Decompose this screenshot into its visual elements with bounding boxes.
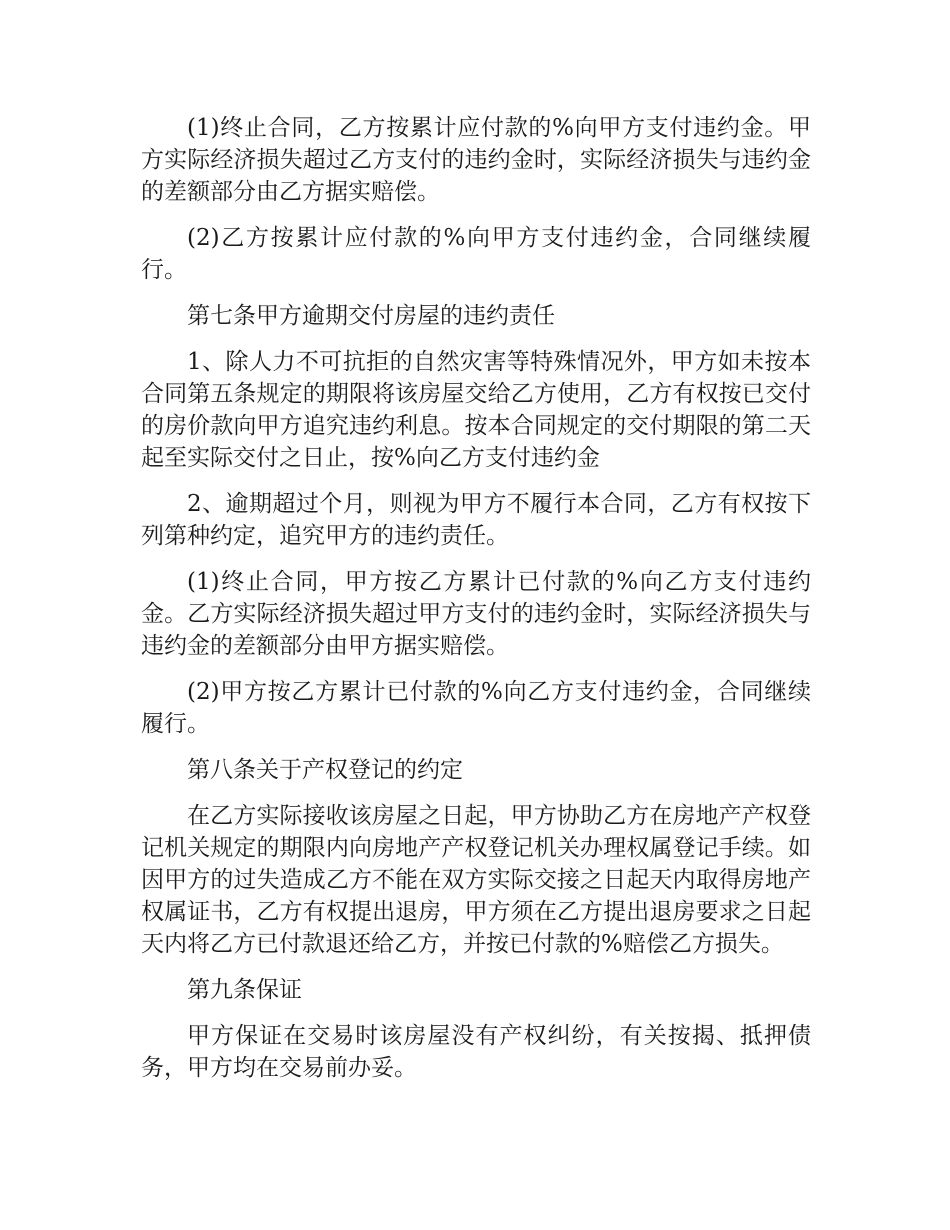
article-9-body: 甲方保证在交易时该房屋没有产权纠纷，有关按揭、抵押债务，甲方均在交易前办妥。: [141, 1023, 811, 1081]
article-7-clause-1: 1、除人力不可抗拒的自然灾害等特殊情况外，甲方如未按本合同第五条规定的期限将该房屋交给乙方使用，乙方有权按已交付的房价款向甲方追究违约利息。按本合同规定的交付期限的第二天起至实际交付之日止，按%向乙方支付违约金: [141, 349, 811, 471]
article-8-body: 在乙方实际接收该房屋之日起，甲方协助乙方在房地产产权登记机关规定的期限内向房地产产权登记机关办理权属登记手续。如因甲方的过失造成乙方不能在双方实际交接之日起天内取得房地产权属证书，乙方有权提出退房，甲方须在乙方提出退房要求之日起天内将乙方已付款退还给乙方，并按已付款的%赔偿乙方损失。: [141, 803, 811, 957]
paragraph-penalty-b-1: (1)终止合同，乙方按累计应付款的%向甲方支付违约金。甲方实际经济损失超过乙方支付的违约金时，实际经济损失与违约金的差额部分由乙方据实赔偿。: [141, 115, 811, 205]
article-8-heading: 第八条关于产权登记的约定: [187, 757, 463, 783]
article-7-option-2: (2)甲方按乙方累计已付款的%向乙方支付违约金，合同继续履行。: [141, 679, 811, 737]
article-7-clause-2: 2、逾期超过个月，则视为甲方不履行本合同，乙方有权按下列第种约定，追究甲方的违约责任。: [141, 491, 811, 549]
article-9-heading: 第九条保证: [187, 977, 302, 1003]
article-7-heading: 第七条甲方逾期交付房屋的违约责任: [187, 303, 555, 329]
paragraph-penalty-b-2: (2)乙方按累计应付款的%向甲方支付违约金，合同继续履行。: [141, 225, 811, 283]
article-7-option-1: (1)终止合同，甲方按乙方累计已付款的%向乙方支付违约金。乙方实际经济损失超过甲方支付的违约金时，实际经济损失与违约金的差额部分由甲方据实赔偿。: [141, 569, 811, 659]
document-body: [141, 112, 811, 1098]
